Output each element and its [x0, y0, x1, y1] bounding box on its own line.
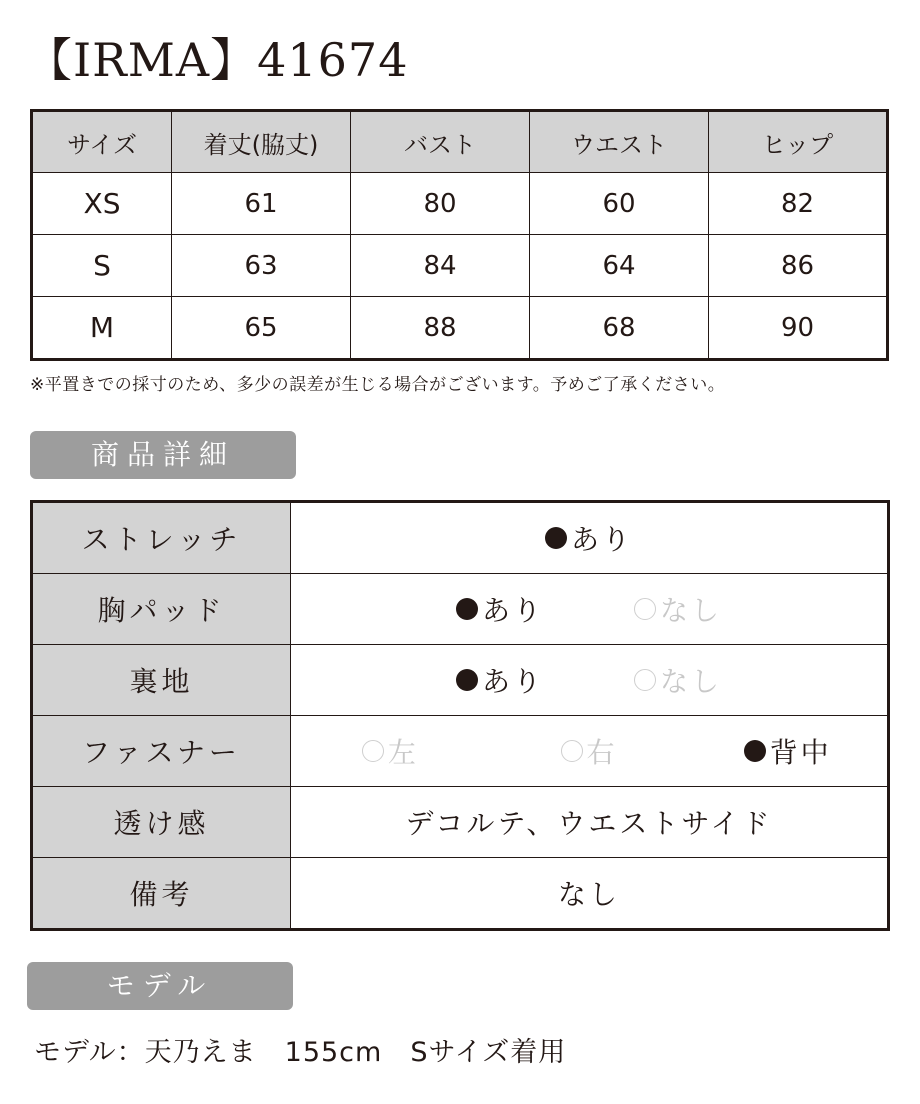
- stretch-label: ストレッチ: [32, 502, 291, 574]
- length-value: 63: [172, 235, 351, 297]
- header-hip: ヒップ: [709, 111, 888, 173]
- lining-yes-text: あり: [481, 665, 544, 698]
- lining-label: 裏地: [32, 645, 291, 716]
- table-row: [32, 173, 888, 235]
- remarks-label: 備考: [32, 858, 291, 930]
- bust-value: 84: [351, 235, 530, 297]
- size-label: M: [32, 297, 172, 360]
- bust-pad-yes-text: あり: [481, 594, 544, 627]
- hip-value: 86: [709, 235, 888, 297]
- table-row: [32, 297, 888, 360]
- hip-value: 82: [709, 173, 888, 235]
- filled-circle-icon: [456, 669, 478, 691]
- header-length: 着丈(脇丈): [172, 111, 351, 173]
- size-label: XS: [32, 173, 172, 235]
- fastener-right-option: [490, 731, 689, 771]
- filled-circle-icon: [456, 598, 478, 620]
- bust-pad-label: 胸パッド: [32, 574, 291, 645]
- detail-row-bust-pad: [32, 574, 889, 645]
- bust-pad-no-text: なし: [660, 594, 723, 627]
- sheer-label: 透け感: [32, 787, 291, 858]
- empty-circle-icon: [561, 740, 583, 762]
- bust-pad-value: [291, 574, 889, 645]
- waist-value: 60: [530, 173, 709, 235]
- bust-value: 88: [351, 297, 530, 360]
- detail-row-sheer: [32, 787, 889, 858]
- sheer-value: デコルテ、ウエストサイド: [291, 787, 889, 858]
- detail-row-lining: [32, 645, 889, 716]
- fastener-value: [291, 716, 889, 787]
- filled-circle-icon: [545, 527, 567, 549]
- page-title: 【IRMA】41674: [26, 33, 409, 87]
- waist-value: 64: [530, 235, 709, 297]
- lining-no-text: なし: [660, 665, 723, 698]
- fastener-back-option: [688, 731, 887, 771]
- fastener-left-option: [291, 731, 490, 771]
- size-table: [30, 109, 889, 361]
- header-waist: ウエスト: [530, 111, 709, 173]
- model-heading: モデル: [27, 962, 293, 1010]
- measurement-note: ※平置きでの採寸のため、多少の誤差が生じる場合がございます。予めご了承ください。: [30, 375, 726, 395]
- fastener-left-text: 左: [387, 736, 419, 769]
- empty-circle-icon: [634, 669, 656, 691]
- bust-pad-yes-option: [456, 589, 544, 629]
- header-size: サイズ: [32, 111, 172, 173]
- remarks-value: なし: [291, 858, 889, 930]
- detail-row-fastener: [32, 716, 889, 787]
- size-table-header-row: [32, 111, 888, 173]
- fastener-back-text: 背中: [769, 736, 832, 769]
- detail-row-remarks: [32, 858, 889, 930]
- model-info: モデル：天乃えま 155cm Sサイズ着用: [34, 1037, 567, 1068]
- fastener-right-text: 右: [586, 736, 618, 769]
- waist-value: 68: [530, 297, 709, 360]
- empty-circle-icon: [634, 598, 656, 620]
- lining-value: [291, 645, 889, 716]
- bust-pad-no-option: [634, 589, 722, 629]
- fastener-label: ファスナー: [32, 716, 291, 787]
- size-label: S: [32, 235, 172, 297]
- detail-row-stretch: [32, 502, 889, 574]
- table-row: [32, 235, 888, 297]
- stretch-option: [291, 518, 887, 558]
- lining-yes-option: [456, 660, 544, 700]
- details-table: [30, 500, 890, 931]
- hip-value: 90: [709, 297, 888, 360]
- details-heading: 商品詳細: [30, 431, 296, 479]
- stretch-value-text: あり: [570, 523, 633, 556]
- filled-circle-icon: [744, 740, 766, 762]
- bust-value: 80: [351, 173, 530, 235]
- length-value: 65: [172, 297, 351, 360]
- stretch-value: [291, 502, 889, 574]
- lining-no-option: [634, 660, 722, 700]
- empty-circle-icon: [362, 740, 384, 762]
- header-bust: バスト: [351, 111, 530, 173]
- length-value: 61: [172, 173, 351, 235]
